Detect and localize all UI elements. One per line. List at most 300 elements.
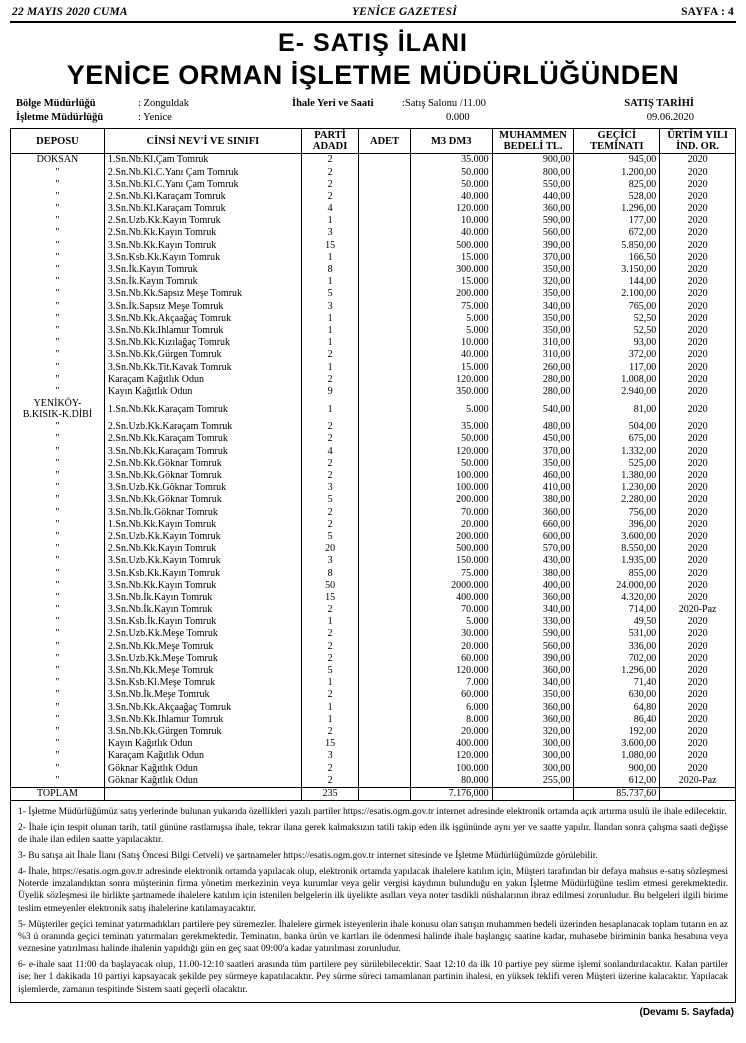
cell-muhammen: 360,00 [492,665,574,677]
cell-gecici: 1.935,00 [574,555,660,567]
cell-cins: 3.Sn.Nb.İk.Meşe Tomruk [104,689,301,701]
cell-urtim: 2020 [660,750,736,762]
cell-m3: 70.000 [410,506,492,518]
cell-urtim: 2020 [660,166,736,178]
cell-parti: 1 [301,337,359,349]
cell-depo: " [11,191,105,203]
cell-gecici: 144,00 [574,276,660,288]
table-row [11,494,736,506]
cell-muhammen: 350,00 [492,689,574,701]
cell-muhammen: 380,00 [492,567,574,579]
cell-cins: 3.Sn.İk.Sapsız Meşe Tomruk [104,300,301,312]
cell-gecici: 702,00 [574,653,660,665]
cell-muhammen: 280,00 [492,386,574,398]
cell-parti: 2 [301,458,359,470]
cell-adet [359,276,410,288]
cell-muhammen: 350,00 [492,264,574,276]
cell-cins: 2.Sn.Uzb.Kk.Kayın Tomruk [104,215,301,227]
cell-depo: " [11,470,105,482]
satis-tarihi-value: 09.06.2020 [646,112,694,123]
table-row [11,300,736,312]
cell-urtim: 2020 [660,154,736,167]
cell-m3: 50.000 [410,458,492,470]
cell-gecici: 117,00 [574,361,660,373]
cell-adet [359,300,410,312]
cell-muhammen: 320,00 [492,726,574,738]
cell-adet [359,361,410,373]
cell-m3: 15.000 [410,361,492,373]
table-row [11,592,736,604]
table-body [11,154,736,801]
cell-depo: " [11,713,105,725]
cell-m3: 70.000 [410,604,492,616]
cell-parti: 2 [301,762,359,774]
cell-urtim: 2020 [660,421,736,433]
cell-cins: 2.Sn.Nb.Kk.Meşe Tomruk [104,640,301,652]
cell-gecici: 71,40 [574,677,660,689]
cell-muhammen: 360,00 [492,701,574,713]
cell-adet [359,604,410,616]
cell-depo: " [11,166,105,178]
cell-gecici: 612,00 [574,774,660,787]
cell-m3: 2000.000 [410,579,492,591]
cell-depo: " [11,227,105,239]
cell-muhammen: 550,00 [492,178,574,190]
cell-urtim: 2020 [660,579,736,591]
cell-gecici: 855,00 [574,567,660,579]
cell-muhammen: 360,00 [492,713,574,725]
cell-cins: 3.Sn.İk.Kayın Tomruk [104,264,301,276]
cell-urtim: 2020 [660,677,736,689]
cell-adet [359,373,410,385]
cell-cins: 2.Sn.Nb.Kl.Karaçam Tomruk [104,191,301,203]
cell-adet [359,154,410,167]
cell-cins: 3.Sn.Nb.Kl.C.Yanı Çam Tomruk [104,178,301,190]
cell-adet [359,774,410,787]
table-row [11,215,736,227]
cell-depo: " [11,579,105,591]
cell-adet [359,616,410,628]
cell-urtim: 2020-Paz [660,604,736,616]
table-row [11,421,736,433]
cell-urtim: 2020 [660,592,736,604]
cell-parti: 5 [301,288,359,300]
cell-gecici: 8.550,00 [574,543,660,555]
cell-adet [359,470,410,482]
header-depo: DEPOSU [11,129,105,154]
cell-muhammen: 320,00 [492,276,574,288]
cell-adet [359,665,410,677]
cell-depo: " [11,640,105,652]
cell-cins: 3.Sn.Nb.Kk.Kayın Tomruk [104,579,301,591]
table-row [11,640,736,652]
cell-muhammen: 460,00 [492,470,574,482]
cell-muhammen: 800,00 [492,166,574,178]
cell-gecici: 86,40 [574,713,660,725]
cell-m3: 5.000 [410,616,492,628]
table-row [11,227,736,239]
cell-gecici: 825,00 [574,178,660,190]
cell-muhammen: 390,00 [492,239,574,251]
cell-cins: 3.Sn.Nb.İk.Kayın Tomruk [104,592,301,604]
cell-gecici: 177,00 [574,215,660,227]
cell-urtim: 2020 [660,665,736,677]
cell-parti: 3 [301,750,359,762]
cell-muhammen: 310,00 [492,349,574,361]
cell-urtim: 2020 [660,361,736,373]
cell-depo: " [11,701,105,713]
table-row [11,750,736,762]
cell-m3: 75.000 [410,567,492,579]
cell-parti: 1 [301,276,359,288]
table-row [11,445,736,457]
cell-cins: 2.Sn.Nb.Kk.Karaçam Tomruk [104,433,301,445]
cell-muhammen: 370,00 [492,445,574,457]
cell-depo: " [11,373,105,385]
cell-muhammen: 430,00 [492,555,574,567]
table-row [11,470,736,482]
table-row [11,774,736,787]
cell-m3: 40.000 [410,191,492,203]
masthead-date: 22 MAYIS 2020 CUMA [12,6,128,18]
cell-parti: 1 [301,215,359,227]
cell-cins: 3.Sn.Ksb.Kk.Kayın Tomruk [104,567,301,579]
cell-parti: 2 [301,373,359,385]
cell-gecici: 900,00 [574,762,660,774]
cell-cins: 2.Sn.Nb.Kk.Kayın Tomruk [104,543,301,555]
cell-cins: 3.Sn.İk.Kayın Tomruk [104,276,301,288]
cell-depo: " [11,264,105,276]
table-total-row [11,787,736,800]
cell-adet [359,433,410,445]
cell-urtim: 2020 [660,518,736,530]
cell-parti: 15 [301,738,359,750]
auction-table [10,128,736,801]
ihale-yeri-label: İhale Yeri ve Saati [292,98,374,109]
cell-depo: " [11,458,105,470]
cell-depo: " [11,349,105,361]
cell-parti: 2 [301,689,359,701]
cell-urtim: 2020 [660,349,736,361]
cell-cins: 2.Sn.Uzb.Kk.Karaçam Tomruk [104,421,301,433]
cell-muhammen: 480,00 [492,421,574,433]
cell-gecici: 2.280,00 [574,494,660,506]
cell-depo: " [11,312,105,324]
masthead-page-number: SAYFA : 4 [681,6,734,18]
cell-m3: 75.000 [410,300,492,312]
header-adet: ADET [359,129,410,154]
cell-depo: " [11,604,105,616]
cell-depo: " [11,215,105,227]
cell-urtim: 2020 [660,726,736,738]
cell-parti: 2 [301,774,359,787]
cell-parti: 20 [301,543,359,555]
note-2: 2- İhale için tespit olunan tarih, tatil gününe rastlamışsa ihale, tekrar ilana gerek kalmaksızın tatili takip eden ilk işgününde aynı yer ve saatte yapılır. İlandan sonra çalışma saati değişse de ihale ilan edilen saatte yapılacaktır. [18,822,728,845]
cell-depo: " [11,300,105,312]
cell-adet [359,458,410,470]
cell-muhammen: 330,00 [492,616,574,628]
cell-muhammen: 370,00 [492,252,574,264]
cell-muhammen: 340,00 [492,677,574,689]
cell-cins: Göknar Kağıtlık Odun [104,774,301,787]
cell-parti: 15 [301,592,359,604]
cell-m3: 10.000 [410,337,492,349]
cell-adet [359,252,410,264]
cell-gecici: 528,00 [574,191,660,203]
total-cins [104,787,301,800]
cell-urtim: 2020 [660,738,736,750]
cell-cins: 3.Sn.Nb.Kk.Göknar Tomruk [104,470,301,482]
cell-gecici: 64,80 [574,701,660,713]
cell-muhammen: 340,00 [492,604,574,616]
cell-parti: 1 [301,713,359,725]
table-row [11,398,736,421]
table-row [11,433,736,445]
cell-m3: 20.000 [410,726,492,738]
cell-adet [359,567,410,579]
cell-urtim: 2020 [660,762,736,774]
cell-m3: 400.000 [410,738,492,750]
cell-parti: 5 [301,494,359,506]
cell-cins: Karaçam Kağıtlık Odun [104,750,301,762]
cell-adet [359,738,410,750]
table-row [11,166,736,178]
cell-parti: 2 [301,166,359,178]
cell-urtim: 2020 [660,470,736,482]
cell-cins: 3.Sn.Nb.Kk.Sapsız Meşe Tomruk [104,288,301,300]
cell-urtim: 2020 [660,227,736,239]
cell-urtim: 2020 [660,445,736,457]
cell-adet [359,178,410,190]
cell-parti: 8 [301,567,359,579]
cell-gecici: 756,00 [574,506,660,518]
cell-adet [359,677,410,689]
table-row [11,312,736,324]
table-row [11,567,736,579]
header-gecici: GEÇİCİ TEMİNATI [574,129,660,154]
cell-muhammen: 350,00 [492,458,574,470]
header-urtim: ÜRTİM YILI İND. OR. [660,129,736,154]
cell-muhammen: 570,00 [492,543,574,555]
cell-muhammen: 560,00 [492,227,574,239]
table-row [11,325,736,337]
cell-muhammen: 600,00 [492,531,574,543]
cell-muhammen: 255,00 [492,774,574,787]
table-row [11,531,736,543]
cell-urtim: 2020 [660,300,736,312]
cell-gecici: 166,50 [574,252,660,264]
cell-gecici: 1.230,00 [574,482,660,494]
masthead [10,6,736,20]
cell-gecici: 531,00 [574,628,660,640]
cell-depo: YENİKÖY-B.KISIK-K.DİBİ [11,398,105,421]
cell-gecici: 504,00 [574,421,660,433]
cell-depo: " [11,543,105,555]
cell-cins: 3.Sn.Nb.Kk.Ihlamur Tomruk [104,713,301,725]
cell-m3: 150.000 [410,555,492,567]
cell-gecici: 3.150,00 [574,264,660,276]
cell-adet [359,494,410,506]
cell-gecici: 2.940,00 [574,386,660,398]
cell-cins: 2.Sn.Uzb.Kk.Meşe Tomruk [104,628,301,640]
cell-adet [359,543,410,555]
note-4: 4- İhale, https://esatis.ogm.gov.tr adresinde elektronik ortamda yapılacak olup, elektronik ortamda yapılacak ihalelere katılım için, Müşteri tarafından bir defaya mahsus e-satış sözleşmesi Noterde imzalandıktan sonra müşterinin firma yönetim merkezinin veya kurumlar veya gelir vergisi kaydının bulunduğu en yakın İşletme Müdürlüğüne teslim etmesi gerekmektedir. Üyelik sözleşmesi ile birlikte şartnamede ihalelere katılım için istenilen belgelerin ilk üyelikte asılları veya noter tasdikli nüshalarının ibraz edilmesi zorunludur. Bu belgeleri ilgili birime teslim etmeyenler elektronik satış ihalelerine katılamayacaktır. [18,866,728,914]
cell-m3: 7.000 [410,677,492,689]
cell-parti: 1 [301,312,359,324]
table-header-row [11,129,736,154]
table-row [11,762,736,774]
cell-m3: 100.000 [410,470,492,482]
cell-adet [359,312,410,324]
cell-gecici: 672,00 [574,227,660,239]
cell-cins: Göknar Kağıtlık Odun [104,762,301,774]
cell-m3: 50.000 [410,178,492,190]
cell-cins: 3.Sn.Nb.Kk.Göknar Tomruk [104,494,301,506]
cell-gecici: 192,00 [574,726,660,738]
cell-m3: 200.000 [410,531,492,543]
cell-gecici: 3.600,00 [574,738,660,750]
cell-m3: 60.000 [410,689,492,701]
cell-urtim: 2020 [660,398,736,421]
cell-depo: " [11,325,105,337]
cell-cins: 3.Sn.Nb.Kk.Akçaağaç Tomruk [104,312,301,324]
cell-urtim: 2020 [660,191,736,203]
table-row [11,482,736,494]
table-row [11,349,736,361]
cell-depo: " [11,750,105,762]
cell-parti: 2 [301,470,359,482]
cell-m3: 5.000 [410,398,492,421]
table-row [11,689,736,701]
table-row [11,713,736,725]
table-row [11,726,736,738]
cell-parti: 3 [301,555,359,567]
cell-gecici: 396,00 [574,518,660,530]
cell-urtim: 2020 [660,494,736,506]
cell-depo: " [11,726,105,738]
cell-gecici: 1.296,00 [574,203,660,215]
table-row [11,203,736,215]
header-m3: M3 DM3 [410,129,492,154]
cell-parti: 1 [301,325,359,337]
cell-m3: 10.000 [410,215,492,227]
total-parti: 235 [301,787,359,800]
notes-block [10,801,736,1003]
cell-parti: 1 [301,398,359,421]
cell-depo: " [11,203,105,215]
cell-parti: 1 [301,616,359,628]
cell-parti: 4 [301,203,359,215]
cell-cins: 2.Sn.Nb.Kk.Göknar Tomruk [104,458,301,470]
cell-parti: 2 [301,433,359,445]
cell-adet [359,653,410,665]
cell-gecici: 1.080,00 [574,750,660,762]
cell-cins: 3.Sn.Nb.Kk.Ihlamur Tomruk [104,325,301,337]
cell-gecici: 714,00 [574,604,660,616]
cell-parti: 15 [301,239,359,251]
table-row [11,665,736,677]
cell-parti: 1 [301,677,359,689]
cell-adet [359,628,410,640]
cell-adet [359,506,410,518]
cell-depo: " [11,567,105,579]
cell-urtim: 2020 [660,239,736,251]
table-row [11,154,736,167]
cell-parti: 3 [301,300,359,312]
cell-gecici: 49,50 [574,616,660,628]
cell-muhammen: 260,00 [492,361,574,373]
cell-muhammen: 360,00 [492,203,574,215]
table-row [11,518,736,530]
cell-depo: " [11,445,105,457]
cell-urtim: 2020 [660,555,736,567]
cell-m3: 35.000 [410,154,492,167]
cell-parti: 2 [301,154,359,167]
cell-depo: " [11,677,105,689]
cell-urtim: 2020 [660,288,736,300]
table-row [11,738,736,750]
cell-cins: 1.Sn.Nb.Kl.Çam Tomruk [104,154,301,167]
cell-urtim: 2020 [660,337,736,349]
cell-depo: " [11,361,105,373]
ihale-yeri-value-secondary: 0.000 [446,112,470,123]
table-row [11,252,736,264]
table-row [11,191,736,203]
cell-adet [359,227,410,239]
page-title: E- SATIŞ İLANI [278,29,468,57]
cell-urtim: 2020 [660,178,736,190]
cell-urtim: 2020 [660,373,736,385]
cell-adet [359,288,410,300]
cell-adet [359,264,410,276]
note-3: 3- Bu satışa ait İhale İlanı (Satış Öncesi Bilgi Cetveli) ve şartnameler https://esatis.ogm.gov.tr internet sitesinde ve İşletme Müdürlüğümüzde görülebilir. [18,850,598,861]
cell-depo: " [11,421,105,433]
cell-parti: 1 [301,252,359,264]
cell-cins: 2.Sn.Nb.Kk.Kayın Tomruk [104,227,301,239]
header-muhammen: MUHAMMEN BEDELİ TL. [492,129,574,154]
cell-cins: Kayın Kağıtlık Odun [104,386,301,398]
cell-urtim: 2020 [660,701,736,713]
cell-depo: " [11,665,105,677]
cell-adet [359,531,410,543]
cell-urtim: 2020 [660,458,736,470]
note-6: 6- e-ihale saat 11:00 da başlayacak olup, 11.00-12:10 saatleri arasında tüm partilere pey sürülebilecektir. Saat 12:10 da ilk 10 partiye pey sürme işlemi sonlandırılacaktır. Kalan partiler ise; her 1 dakikada 10 partiyi kapsayacak şekilde pey sürmeye kapatılacaktır. Pey sürme süreci tamamlanan partinin ihalesi, en yüksek teklifi veren Müşteri üzerine kalacaktır. Yapılacak işlemlerde, zamanın tespitinde Sistem saati geçerli olacaktır. [18,960,728,995]
cell-urtim: 2020 [660,215,736,227]
cell-adet [359,239,410,251]
cell-muhammen: 400,00 [492,579,574,591]
cell-gecici: 630,00 [574,689,660,701]
cell-urtim: 2020 [660,325,736,337]
cell-adet [359,482,410,494]
total-m3: 7.176,000 [410,787,492,800]
cell-muhammen: 380,00 [492,494,574,506]
cell-parti: 1 [301,701,359,713]
table-row [11,373,736,385]
cell-m3: 400.000 [410,592,492,604]
cell-urtim: 2020 [660,653,736,665]
cell-muhammen: 300,00 [492,750,574,762]
bolge-label: Bölge Müdürlüğü [16,98,96,109]
isletme-value: : Yenice [138,112,172,123]
cell-m3: 500.000 [410,543,492,555]
cell-gecici: 1.380,00 [574,470,660,482]
cell-urtim: 2020 [660,276,736,288]
cell-adet [359,689,410,701]
table-row [11,543,736,555]
title-block [10,23,736,91]
cell-depo: " [11,494,105,506]
cell-urtim: 2020 [660,506,736,518]
